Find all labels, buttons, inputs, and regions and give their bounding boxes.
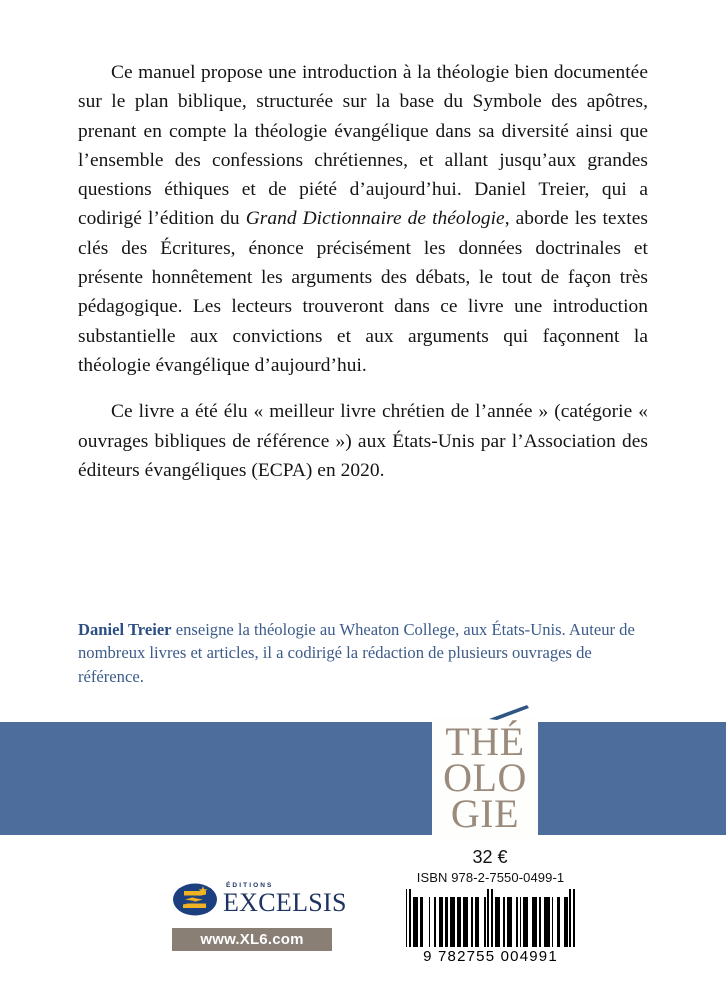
barcode-bars [406,889,576,947]
publisher-name: EXCELSIS [223,888,347,918]
author-bio-text: enseigne la théologie au Wheaton College, aux États-Unis. Auteur de nombreux livres et articles, il a codirigé la rédaction de plusieurs ouvrages de référence. [78,620,635,686]
isbn-barcode-block [398,870,583,965]
blurb-paragraph-2: Ce livre a été élu « meilleur livre chrétien de l’année » (catégorie « ouvrages bibliques de référence ») aux États-Unis par l’Association des éditeurs évangéliques (ECPA) en 2020. [78,401,648,481]
blurb-p1-part2: , aborde les textes clés des Écritures, énonce précisément les données doctrinales et présente honnêtement les arguments des débats, le tout de façon très pédagogique. Les lecteurs trouveront dans ce livre une introduction substantielle aux convictions et aux arguments qui façonnent la théologie évangélique d’aujourd’hui. [78,208,649,376]
blurb-paragraph-1 [78,58,648,380]
badge-line-3: GIE [450,791,520,836]
barcode-digits: 9 782755 004991 [423,948,558,965]
collection-badge-theologie [432,717,538,838]
publisher-url[interactable]: www.XL6.com [200,931,304,948]
blurb-p1-book-title: Grand Dictionnaire de théologie [245,208,505,230]
barcode [406,889,576,965]
excelsis-oval-logo-icon [172,882,218,917]
publisher-url-band[interactable] [172,928,332,951]
badge-text-stack [432,717,538,838]
publisher-wordmark [223,883,347,916]
author-bio [78,618,652,688]
isbn-label: ISBN 978-2-7550-0499-1 [416,870,565,885]
publisher-editions-label: ÉDITIONS [226,881,274,889]
author-name: Daniel Treier [78,620,172,639]
blue-footer-band [0,719,726,835]
publisher-logo-top [172,876,347,922]
publisher-logo [172,876,347,951]
accent-swoosh-icon [489,705,529,720]
price-label: 32 € [472,847,508,867]
blurb-p1-part1: Ce manuel propose une introduction à la théologie bien documentée sur le plan biblique, structurée sur la base du Symbole des apôtres, prenant en compte la théologie évangélique dans sa diversité ainsi que l’ensemble des confessions chrétiennes, et allant jusqu’aux grandes questions éthiques et de piété d’aujourd’hui. Daniel Treier, qui a codirigé l’édition du [78,62,648,230]
badge-line-1: THÉ [445,719,525,764]
badge-line-2: OLO [443,755,527,800]
back-cover-blurb [78,58,648,485]
